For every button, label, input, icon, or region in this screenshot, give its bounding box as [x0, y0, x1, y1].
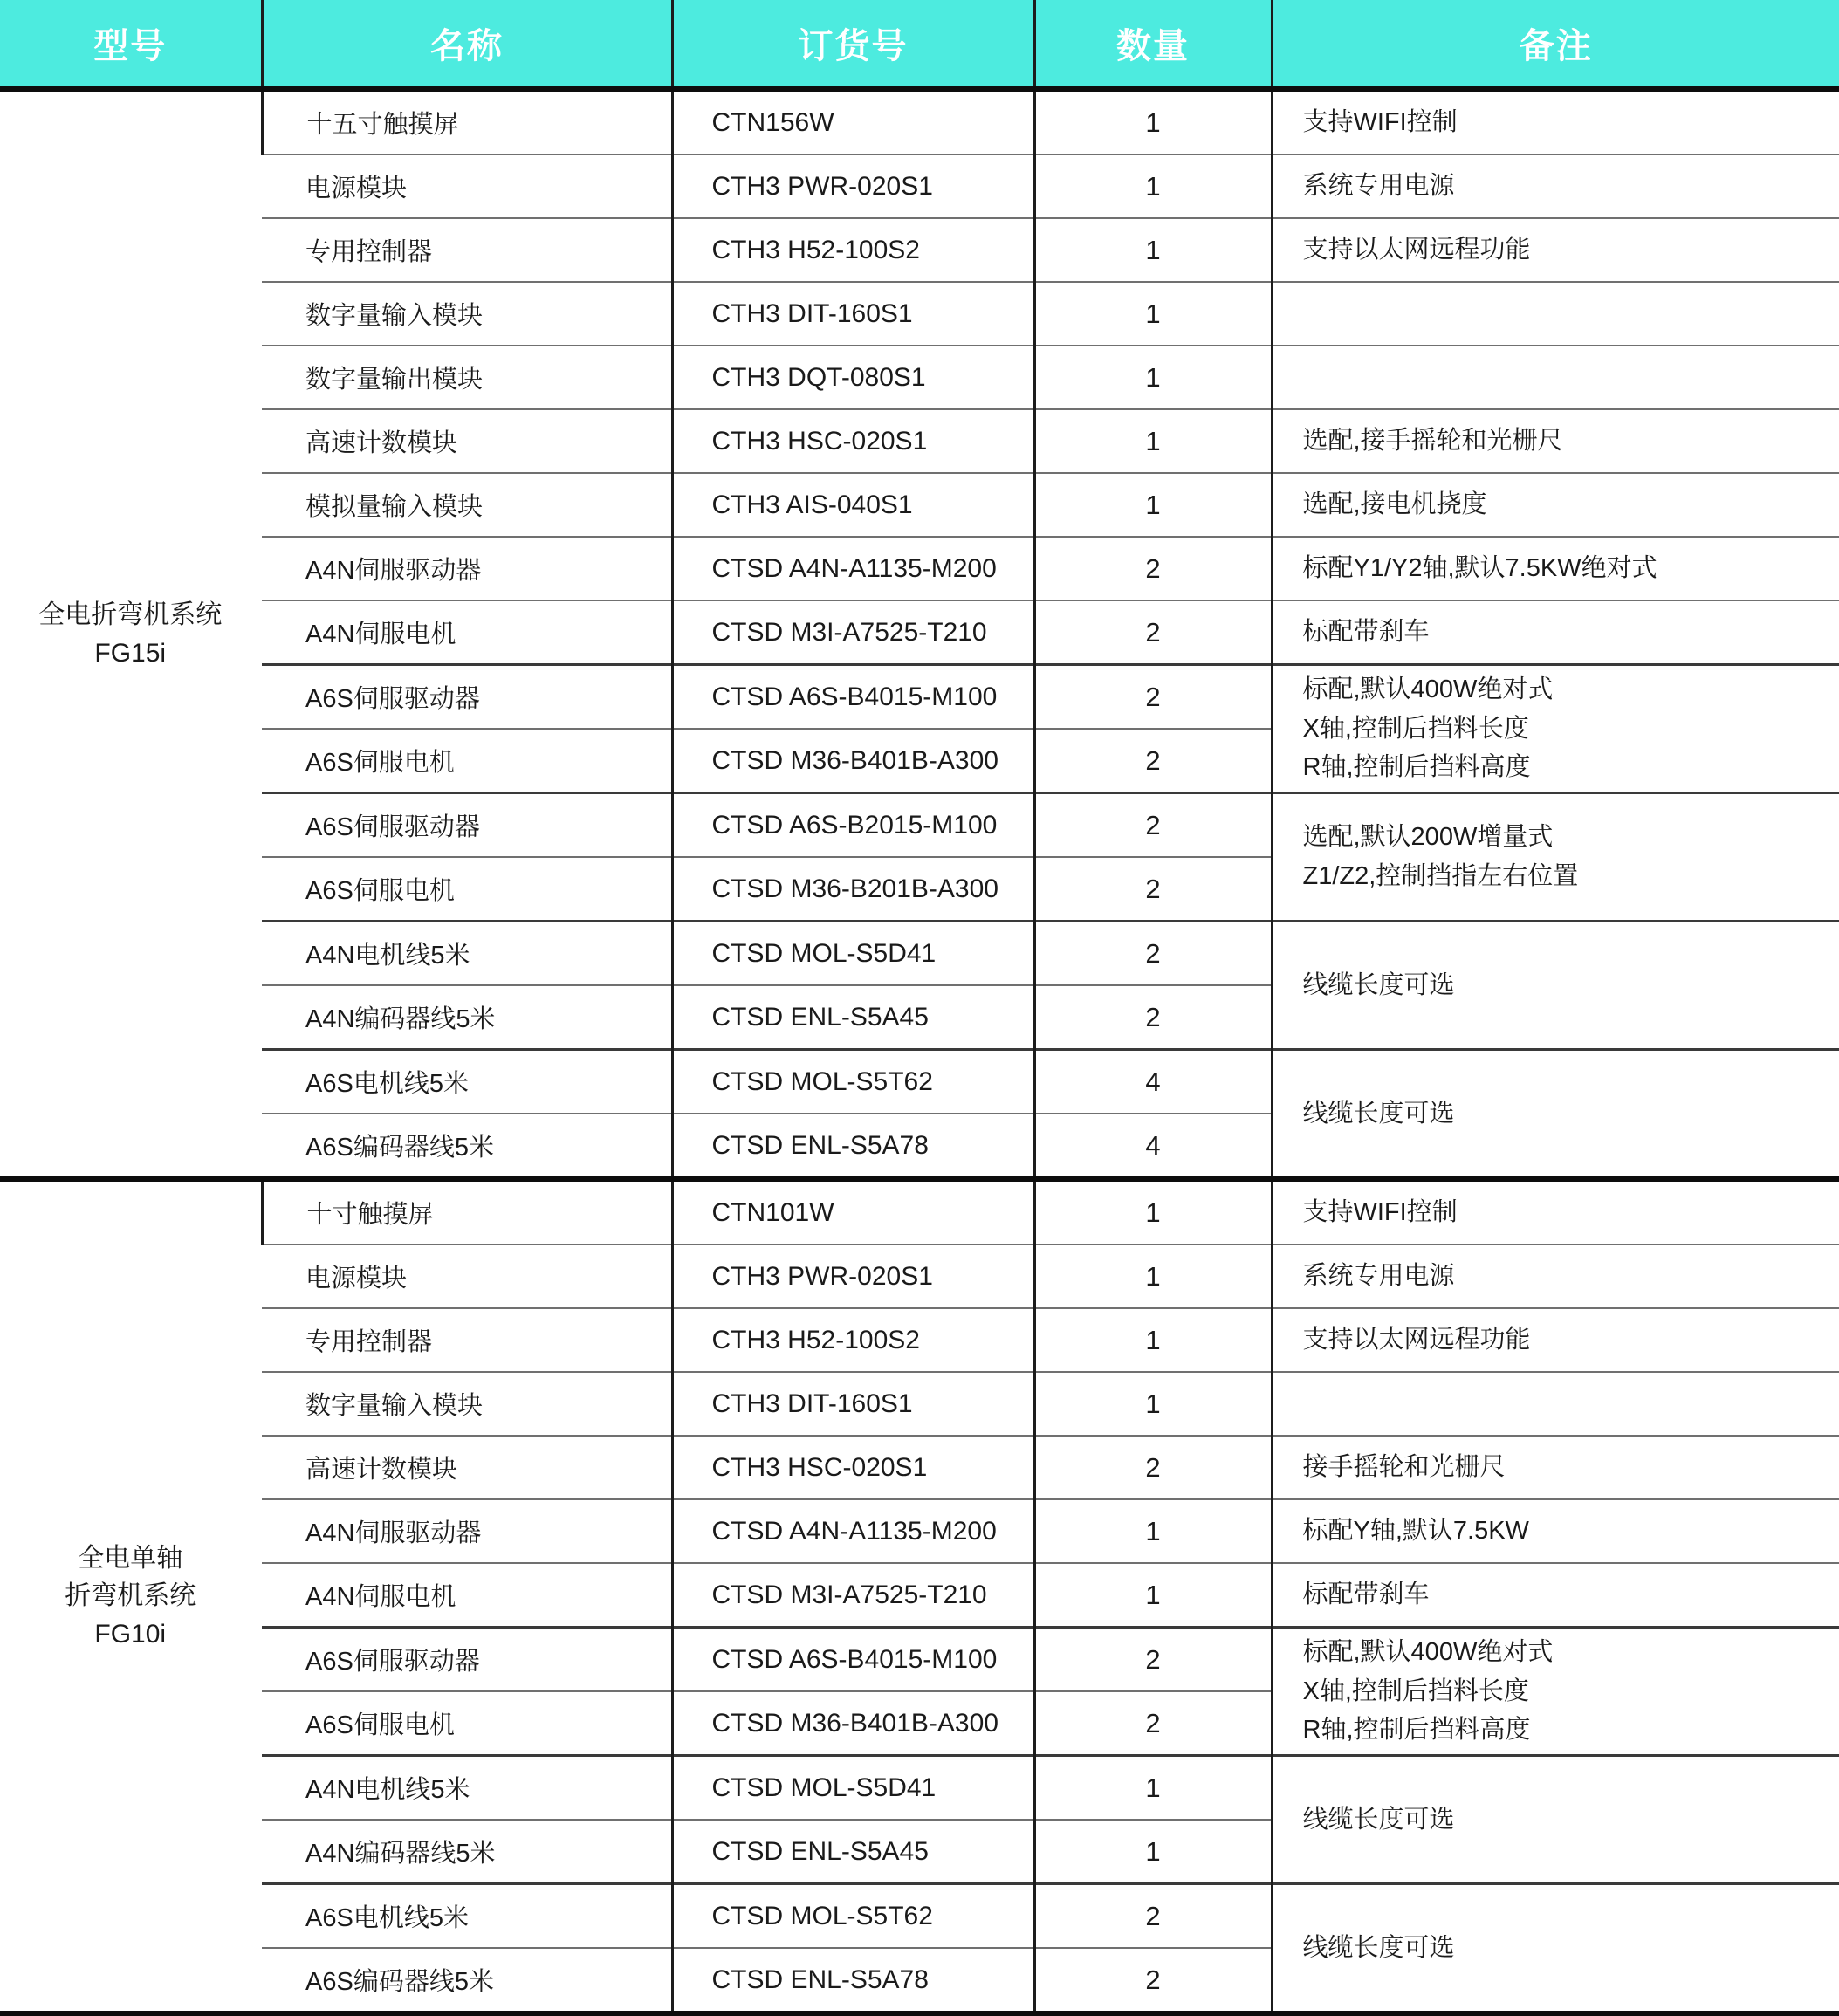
remark-cell	[1272, 1372, 1839, 1436]
quantity-cell: 2	[1034, 857, 1272, 922]
name-cell: 专用控制器	[262, 218, 672, 282]
name-cell: A4N伺服驱动器	[262, 537, 672, 600]
name-cell: A4N伺服驱动器	[262, 1499, 672, 1563]
order-number-cell: CTN156W	[672, 89, 1034, 154]
remark-line: 系统专用电源	[1302, 1262, 1455, 1291]
order-number-cell: CTSD M3I-A7525-T210	[672, 600, 1034, 665]
quantity-cell: 1	[1034, 89, 1272, 154]
table-row	[0, 154, 1839, 218]
quantity-cell: 2	[1034, 600, 1272, 665]
name-cell: A4N伺服电机	[262, 600, 672, 665]
order-number-cell: CTSD MOL-S5D41	[672, 1756, 1034, 1821]
table-header-row	[0, 0, 1839, 89]
remark-cell	[1272, 665, 1839, 793]
quantity-cell: 1	[1034, 1179, 1272, 1245]
quantity-cell: 2	[1034, 1691, 1272, 1756]
table-row	[0, 665, 1839, 730]
model-line: FG10i	[94, 1619, 167, 1649]
remark-line: 支持WIFI控制	[1302, 108, 1458, 137]
model-cell	[0, 89, 262, 1179]
order-number-cell: CTH3 DIT-160S1	[672, 282, 1034, 346]
quantity-cell: 2	[1034, 985, 1272, 1050]
table-row	[0, 1245, 1839, 1308]
order-number-cell: CTSD ENL-S5A45	[672, 985, 1034, 1050]
quantity-cell: 4	[1034, 1050, 1272, 1114]
order-number-cell: CTSD A4N-A1135-M200	[672, 1499, 1034, 1563]
remark-line: X轴,控制后挡料长度	[1302, 714, 1529, 743]
remark-line: 选配,接电机挠度	[1302, 490, 1487, 519]
order-number-cell: CTSD A6S-B4015-M100	[672, 1628, 1034, 1692]
remark-line: 线缆长度可选	[1302, 1099, 1455, 1128]
quantity-cell: 2	[1034, 537, 1272, 600]
remark-line: 线缆长度可选	[1302, 970, 1455, 999]
table-row	[0, 1372, 1839, 1436]
remark-line: 线缆长度可选	[1302, 1933, 1455, 1962]
table-row	[0, 793, 1839, 858]
remark-line: 标配,默认400W绝对式	[1302, 1637, 1554, 1666]
order-number-cell: CTH3 DIT-160S1	[672, 1372, 1034, 1436]
table-row	[0, 537, 1839, 600]
order-number-cell: CTSD M3I-A7525-T210	[672, 1563, 1034, 1628]
name-cell: A4N编码器线5米	[262, 1820, 672, 1884]
name-cell: A4N伺服电机	[262, 1563, 672, 1628]
order-number-cell: CTSD M36-B201B-A300	[672, 857, 1034, 922]
model-line: 全电单轴	[78, 1543, 183, 1573]
table-row	[0, 282, 1839, 346]
model-line: FG15i	[94, 638, 167, 668]
table-row	[0, 89, 1839, 154]
remark-line: 标配Y轴,默认7.5KW	[1302, 1517, 1529, 1546]
quantity-cell: 2	[1034, 665, 1272, 730]
order-number-cell: CTH3 HSC-020S1	[672, 409, 1034, 473]
quantity-cell: 1	[1034, 282, 1272, 346]
quantity-cell: 2	[1034, 729, 1272, 793]
name-cell: 十寸触摸屏	[262, 1179, 672, 1245]
name-cell: 数字量输出模块	[262, 346, 672, 409]
name-cell: 模拟量输入模块	[262, 473, 672, 537]
order-number-cell: CTH3 DQT-080S1	[672, 346, 1034, 409]
order-number-cell: CTH3 PWR-020S1	[672, 154, 1034, 218]
remark-cell	[1272, 409, 1839, 473]
remark-cell	[1272, 1245, 1839, 1308]
model-line: 全电折弯机系统	[38, 600, 223, 629]
remark-line: 选配,接手摇轮和光栅尺	[1302, 427, 1563, 456]
quantity-cell: 1	[1034, 1563, 1272, 1628]
order-number-cell: CTH3 AIS-040S1	[672, 473, 1034, 537]
quantity-cell: 1	[1034, 346, 1272, 409]
order-number-cell: CTH3 H52-100S2	[672, 218, 1034, 282]
name-cell: A6S伺服驱动器	[262, 1628, 672, 1692]
order-number-cell: CTSD A4N-A1135-M200	[672, 537, 1034, 600]
quantity-cell: 1	[1034, 1756, 1272, 1821]
table-row	[0, 473, 1839, 537]
order-number-cell: CTSD ENL-S5A78	[672, 1948, 1034, 2013]
order-number-cell: CTSD MOL-S5D41	[672, 922, 1034, 986]
name-cell: A4N电机线5米	[262, 922, 672, 986]
order-number-cell: CTSD MOL-S5T62	[672, 1050, 1034, 1114]
remark-line: R轴,控制后挡料高度	[1302, 1716, 1531, 1745]
quantity-cell: 1	[1034, 473, 1272, 537]
table-row	[0, 1563, 1839, 1628]
quantity-cell: 1	[1034, 1499, 1272, 1563]
remark-line: 接手摇轮和光栅尺	[1302, 1453, 1506, 1482]
order-number-cell: CTSD ENL-S5A45	[672, 1820, 1034, 1884]
table-row	[0, 218, 1839, 282]
name-cell: 高速计数模块	[262, 409, 672, 473]
remark-cell	[1272, 154, 1839, 218]
name-cell: A6S伺服电机	[262, 857, 672, 922]
remark-cell	[1272, 1050, 1839, 1180]
table-row	[0, 600, 1839, 665]
header-name: 名称	[262, 0, 672, 89]
table-row	[0, 409, 1839, 473]
order-number-cell: CTH3 HSC-020S1	[672, 1436, 1034, 1499]
quantity-cell: 2	[1034, 922, 1272, 986]
order-number-cell: CTSD A6S-B2015-M100	[672, 793, 1034, 858]
table-row	[0, 1179, 1839, 1245]
quantity-cell: 1	[1034, 1372, 1272, 1436]
header-order-number: 订货号	[672, 0, 1034, 89]
name-cell: 高速计数模块	[262, 1436, 672, 1499]
model-line: 折弯机系统	[65, 1581, 196, 1611]
quantity-cell: 1	[1034, 218, 1272, 282]
header-quantity: 数量	[1034, 0, 1272, 89]
order-number-cell: CTH3 H52-100S2	[672, 1308, 1034, 1372]
quantity-cell: 2	[1034, 793, 1272, 858]
remark-cell	[1272, 282, 1839, 346]
name-cell: 数字量输入模块	[262, 1372, 672, 1436]
remark-cell	[1272, 218, 1839, 282]
remark-cell	[1272, 537, 1839, 600]
order-number-cell: CTSD A6S-B4015-M100	[672, 665, 1034, 730]
quantity-cell: 1	[1034, 409, 1272, 473]
header-remark: 备注	[1272, 0, 1839, 89]
remark-cell	[1272, 1436, 1839, 1499]
remark-cell	[1272, 1756, 1839, 1884]
remark-line: 标配带刹车	[1302, 618, 1430, 647]
name-cell: A6S编码器线5米	[262, 1114, 672, 1179]
name-cell: A6S伺服驱动器	[262, 793, 672, 858]
remark-line: 系统专用电源	[1302, 172, 1455, 201]
order-number-cell: CTSD M36-B401B-A300	[672, 1691, 1034, 1756]
remark-cell	[1272, 1563, 1839, 1628]
remark-line: 支持WIFI控制	[1302, 1198, 1458, 1227]
name-cell: A6S伺服电机	[262, 729, 672, 793]
quantity-cell: 2	[1034, 1884, 1272, 1949]
name-cell: 电源模块	[262, 154, 672, 218]
remark-line: 线缆长度可选	[1302, 1805, 1455, 1834]
remark-cell	[1272, 1179, 1839, 1245]
name-cell: A4N编码器线5米	[262, 985, 672, 1050]
table-row	[0, 1884, 1839, 1949]
remark-cell	[1272, 793, 1839, 922]
quantity-cell: 1	[1034, 1245, 1272, 1308]
order-number-cell: CTSD ENL-S5A78	[672, 1114, 1034, 1179]
table-row	[0, 1756, 1839, 1821]
name-cell: 电源模块	[262, 1245, 672, 1308]
table-row	[0, 922, 1839, 986]
remark-line: R轴,控制后挡料高度	[1302, 753, 1531, 782]
remark-cell	[1272, 600, 1839, 665]
header-model: 型号	[0, 0, 262, 89]
remark-cell	[1272, 1884, 1839, 2014]
remark-cell	[1272, 1308, 1839, 1372]
remark-line: 标配带刹车	[1302, 1581, 1430, 1609]
quantity-cell: 2	[1034, 1628, 1272, 1692]
remark-line: Z1/Z2,控制挡指左右位置	[1302, 862, 1579, 890]
remark-cell	[1272, 1499, 1839, 1563]
table-row	[0, 346, 1839, 409]
remark-cell	[1272, 346, 1839, 409]
name-cell: A6S电机线5米	[262, 1050, 672, 1114]
remark-line: 标配Y1/Y2轴,默认7.5KW绝对式	[1302, 554, 1657, 583]
table-row	[0, 1436, 1839, 1499]
name-cell: A6S电机线5米	[262, 1884, 672, 1949]
remark-line: 支持以太网远程功能	[1302, 236, 1531, 264]
quantity-cell: 2	[1034, 1436, 1272, 1499]
name-cell: 专用控制器	[262, 1308, 672, 1372]
name-cell: 十五寸触摸屏	[262, 89, 672, 154]
table-row	[0, 1628, 1839, 1692]
remark-cell	[1272, 473, 1839, 537]
name-cell: A6S伺服电机	[262, 1691, 672, 1756]
remark-line: 支持以太网远程功能	[1302, 1326, 1531, 1354]
name-cell: 数字量输入模块	[262, 282, 672, 346]
remark-line: 标配,默认400W绝对式	[1302, 675, 1554, 703]
model-cell	[0, 1179, 262, 2013]
name-cell: A6S编码器线5米	[262, 1948, 672, 2013]
order-number-cell: CTH3 PWR-020S1	[672, 1245, 1034, 1308]
order-number-cell: CTN101W	[672, 1179, 1034, 1245]
remark-line: 选配,默认200W增量式	[1302, 823, 1554, 852]
name-cell: A4N电机线5米	[262, 1756, 672, 1821]
name-cell: A6S伺服驱动器	[262, 665, 672, 730]
quantity-cell: 1	[1034, 154, 1272, 218]
quantity-cell: 1	[1034, 1308, 1272, 1372]
table-row	[0, 1050, 1839, 1114]
quantity-cell: 1	[1034, 1820, 1272, 1884]
remark-cell	[1272, 89, 1839, 154]
table-row	[0, 1499, 1839, 1563]
order-number-cell: CTSD M36-B401B-A300	[672, 729, 1034, 793]
quantity-cell: 4	[1034, 1114, 1272, 1179]
quantity-cell: 2	[1034, 1948, 1272, 2013]
remark-cell	[1272, 1628, 1839, 1756]
remark-cell	[1272, 922, 1839, 1050]
table-row	[0, 1308, 1839, 1372]
remark-line: X轴,控制后挡料长度	[1302, 1677, 1529, 1705]
order-number-cell: CTSD MOL-S5T62	[672, 1884, 1034, 1949]
